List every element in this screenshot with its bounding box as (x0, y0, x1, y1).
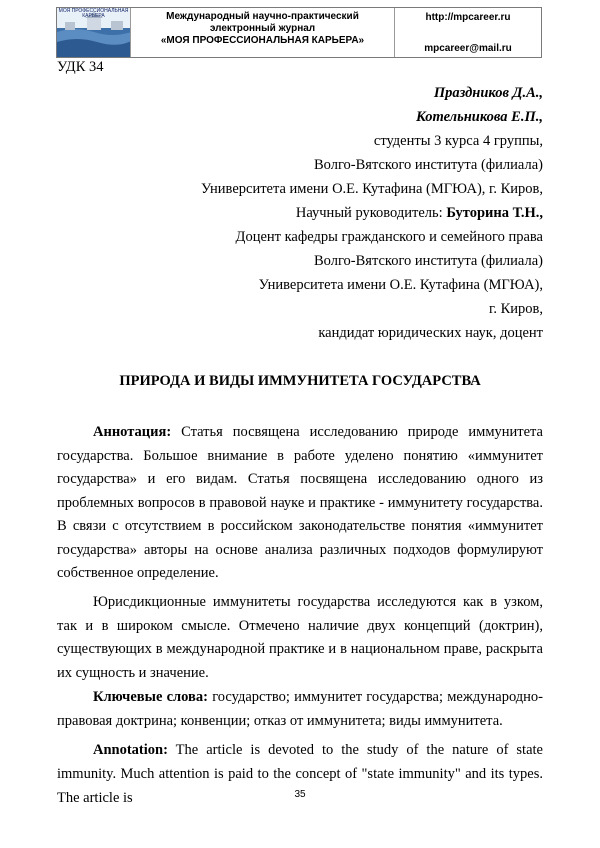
journal-email[interactable]: mpcareer@mail.ru (395, 43, 541, 54)
journal-title-line2: электронный журнал (131, 23, 394, 35)
author-2: Котельникова Е.П., (416, 108, 543, 126)
supervisor (296, 204, 543, 222)
page-number: 35 (0, 789, 600, 800)
author-status: студенты 3 курса 4 группы, (374, 132, 543, 150)
author-1: Праздников Д.А., (434, 84, 543, 102)
supervisor-position: Доцент кафедры гражданского и семейного права (236, 228, 543, 246)
supervisor-degree: кандидат юридических наук, доцент (318, 324, 543, 342)
keywords-label: Ключевые слова: (93, 689, 208, 705)
abstract-label: Аннотация: (93, 424, 171, 440)
abstract-paragraph-2: Юрисдикционные иммунитеты государства исследуются как в узком, так и в широком смысле. Отмечено наличие двух концепций (доктрин), существующих в международной практике и в национальном праве, раскрыта их сущность и значение. (57, 591, 543, 685)
author-university: Университета имени О.Е. Кутафина (МГЮА), г. Киров, (201, 180, 543, 198)
logo-caption: МОЯ ПРОФЕССИОНАЛЬНАЯ КАРЬЕРА (57, 9, 130, 19)
journal-title-line1: Международный научно-практический (131, 11, 394, 23)
journal-url[interactable]: http://mpcareer.ru (395, 12, 541, 23)
journal-contacts (395, 8, 541, 57)
annotation-en-text: The article is devoted to the study of the nature of state immunity. Much attention is paid to the concept of "state immunity" and its types. The article is (57, 742, 543, 806)
supervisor-label: Научный руководитель: (296, 205, 446, 221)
supervisor-institute: Волго-Вятского института (филиала) (314, 252, 543, 270)
author-institute: Волго-Вятского института (филиала) (314, 156, 543, 174)
journal-title (131, 8, 395, 57)
supervisor-university: Университета имени О.Е. Кутафина (МГЮА), (259, 276, 543, 294)
udk-code: УДК 34 (57, 58, 104, 76)
supervisor-name: Буторина Т.Н., (446, 205, 543, 221)
abstract-text: Статья посвящена исследованию природе иммунитета государства. Большое внимание в работе уделено понятию «иммунитет государства» и его видам. Статья посвящена исследованию одного из проблемных вопросов в правовой науке и практике - иммунитету государства. В связи с отсутствием в российском законодательстве понятия «иммунитет государства» авторы на основе анализа различных подходов формулируют собственное определение. (57, 424, 543, 581)
journal-logo (57, 8, 131, 57)
journal-title-line3: «МОЯ ПРОФЕССИОНАЛЬНАЯ КАРЬЕРА» (131, 35, 394, 47)
article-title: ПРИРОДА И ВИДЫ ИММУНИТЕТА ГОСУДАРСТВА (0, 372, 600, 390)
keywords-paragraph (57, 686, 543, 733)
journal-header (56, 7, 542, 58)
annotation-en-label: Annotation: (93, 742, 168, 758)
supervisor-city: г. Киров, (489, 300, 543, 318)
keywords-text: государство; иммунитет государства; международно-правовая доктрина; конвенции; отказ от иммунитета; виды иммунитета. (57, 689, 543, 729)
abstract-paragraph (57, 421, 543, 586)
